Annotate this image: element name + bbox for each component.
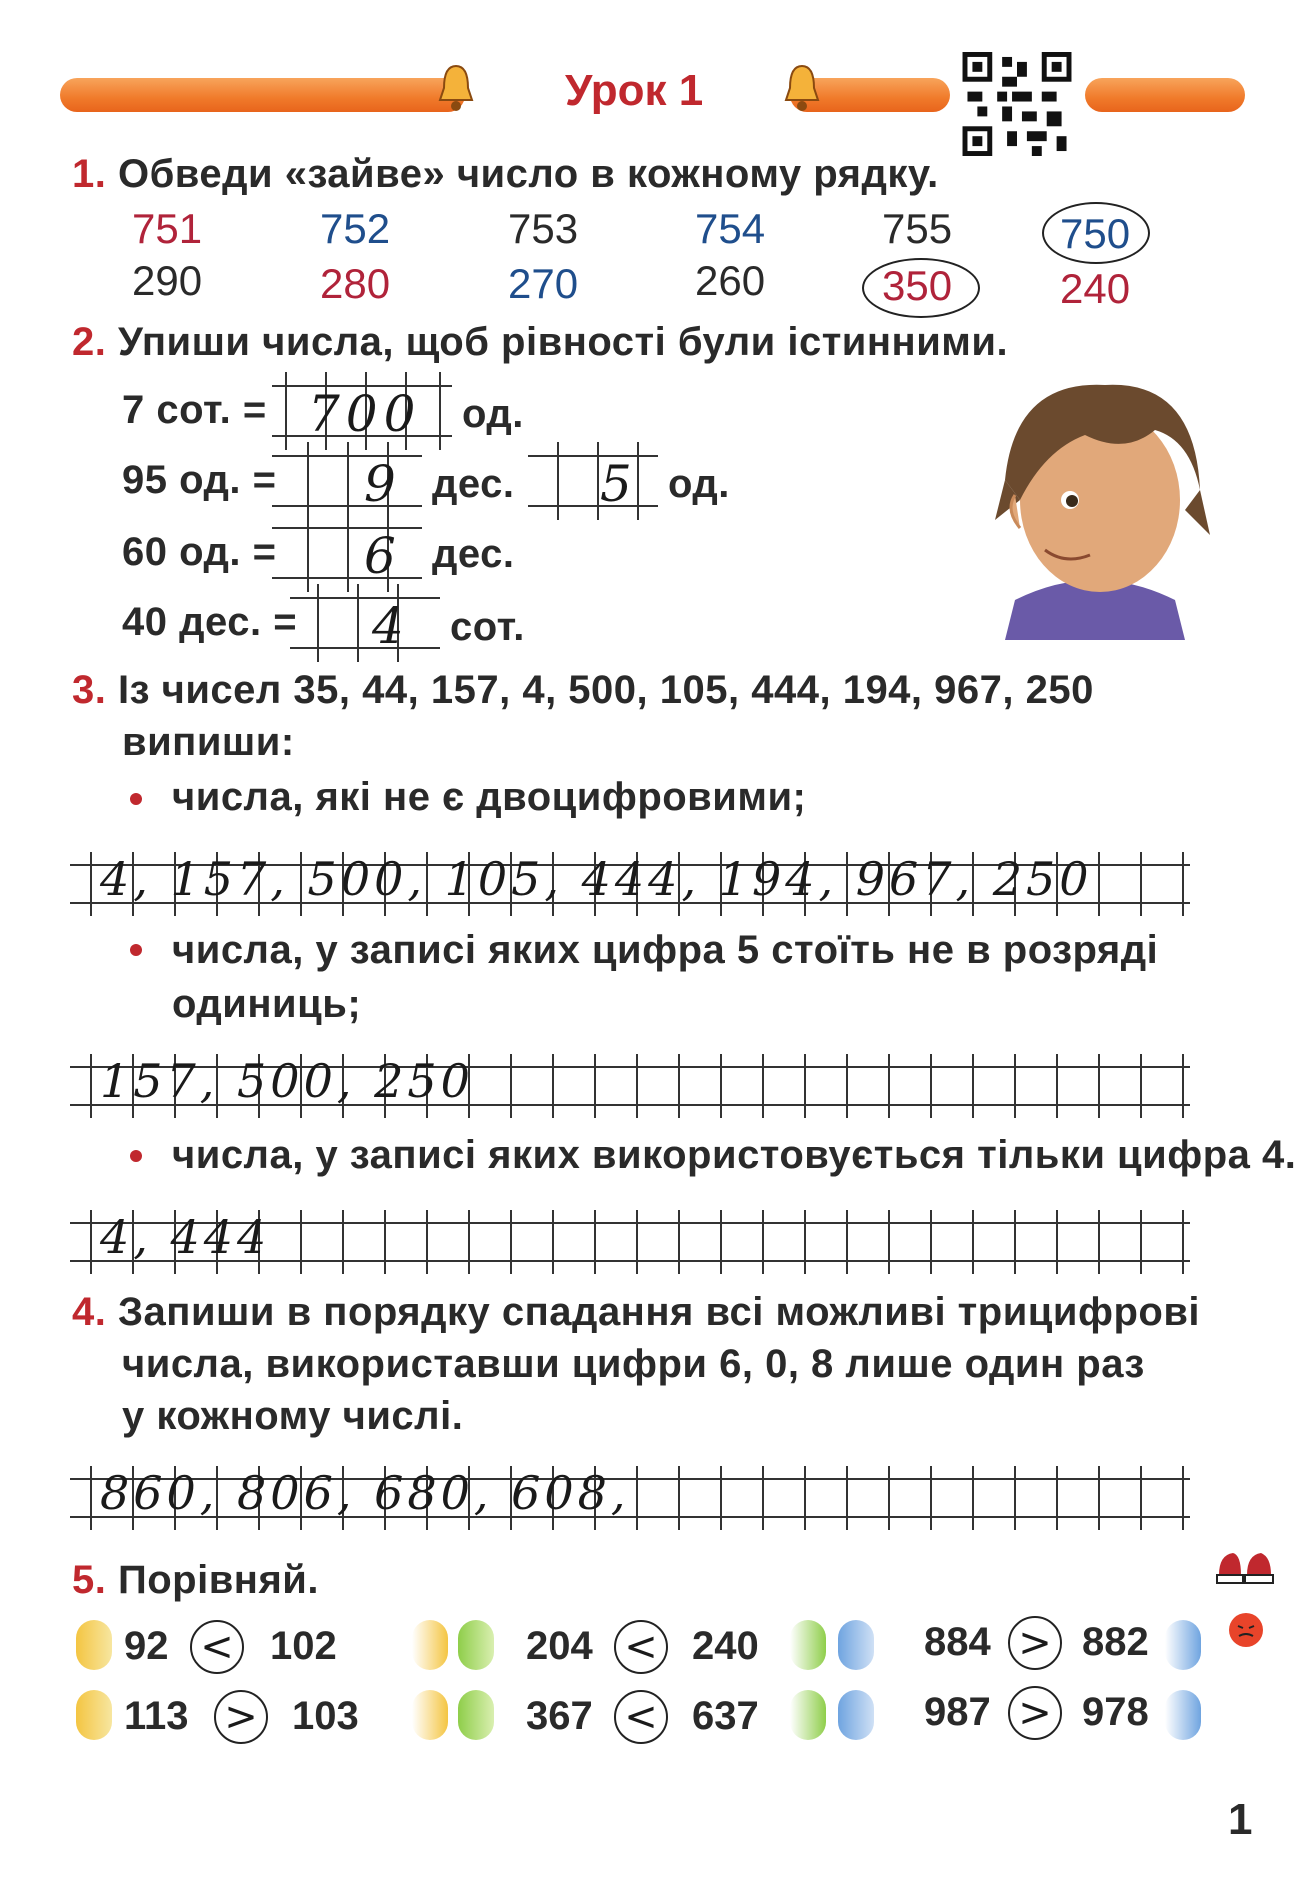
- number-item: 280: [320, 260, 391, 307]
- grid-vertical-line: [510, 1210, 512, 1274]
- grid-vertical-line: [510, 1054, 512, 1118]
- equation-left: 40 дес. =: [122, 600, 298, 644]
- grid-vertical-line: [1056, 1210, 1058, 1274]
- grid-vertical-line: [972, 1210, 974, 1274]
- grid-vertical-line: [1098, 1210, 1100, 1274]
- header-bar-left: [60, 78, 465, 112]
- grid-vertical-line: [1014, 1466, 1016, 1530]
- color-marker: [412, 1690, 448, 1740]
- handwritten-answer: 157, 500, 250: [100, 1054, 474, 1108]
- grid-vertical-line: [1014, 1210, 1016, 1274]
- number-item: 751: [132, 205, 203, 252]
- task-number: 3.: [72, 668, 107, 712]
- number-item: 270: [508, 260, 579, 307]
- page-number: 1: [1228, 1795, 1253, 1844]
- task-text: Обведи «зайве» число в кожному рядку.: [117, 152, 939, 196]
- color-marker: [1165, 1690, 1201, 1740]
- grid-vertical-line: [426, 1210, 428, 1274]
- number-item: 260: [695, 257, 766, 304]
- grid-vertical-line: [552, 1210, 554, 1274]
- equation-unit: дес.: [432, 532, 515, 576]
- grid-vertical-line: [720, 1466, 722, 1530]
- grid-vertical-line: [888, 1054, 890, 1118]
- grid-vertical-line: [552, 1054, 554, 1118]
- grid-vertical-line: [1056, 1054, 1058, 1118]
- compare-sign: >: [1008, 1616, 1062, 1670]
- task4-instruction-line3: у кожному числі.: [122, 1394, 464, 1438]
- task-text: Запиши в порядку спадання всі можливі трицифрові: [117, 1290, 1201, 1334]
- compare-left: 884: [924, 1620, 991, 1664]
- grid-vertical-line: [1056, 1466, 1058, 1530]
- color-marker: [76, 1690, 112, 1740]
- bullet-marker: [130, 1150, 142, 1162]
- handwritten-answer: 700: [308, 385, 422, 443]
- grid-vertical-line: [1098, 1466, 1100, 1530]
- equation-left: 60 од. =: [122, 530, 277, 574]
- compare-sign: >: [214, 1690, 268, 1744]
- grid-vertical-line: [678, 1210, 680, 1274]
- task2-instruction: [72, 320, 1008, 365]
- answer-grid: [272, 514, 422, 592]
- handwritten-answer: 5: [600, 455, 632, 513]
- handwritten-answer: 6: [364, 527, 396, 585]
- difficulty-shoes-icon: [1215, 1545, 1275, 1593]
- grid-vertical-line: [846, 1210, 848, 1274]
- bullet-text: числа, у записі яких цифра 5 стоїть не в розряді: [172, 928, 1159, 972]
- bullet-text: числа, які не є двоцифровими;: [172, 775, 807, 819]
- grid-vertical-line: [1182, 852, 1184, 916]
- grid-vertical-line: [90, 1466, 92, 1530]
- handwritten-answer: 4: [372, 597, 404, 655]
- handwritten-answer: 9: [364, 455, 396, 513]
- task3-instruction-line1: [72, 668, 1094, 713]
- grid-vertical-line: [1140, 1466, 1142, 1530]
- grid-vertical-line: [90, 1054, 92, 1118]
- equation-unit: од.: [668, 462, 730, 506]
- compare-right: 637: [692, 1694, 759, 1738]
- equation-unit: од.: [462, 392, 524, 436]
- compare-right: 103: [292, 1694, 359, 1738]
- number-item: 752: [320, 205, 391, 252]
- grid-vertical-line: [90, 1210, 92, 1274]
- equation-left: 7 сот. =: [122, 388, 267, 432]
- grid-vertical-line: [594, 1054, 596, 1118]
- number-item: 290: [132, 257, 203, 304]
- compare-left: 92: [124, 1624, 169, 1668]
- color-marker: [790, 1620, 826, 1670]
- grid-vertical-line: [1140, 1054, 1142, 1118]
- color-marker: [838, 1620, 874, 1670]
- bell-icon: [782, 62, 822, 114]
- grid-vertical-line: [1098, 1054, 1100, 1118]
- grid-vertical-line: [636, 1054, 638, 1118]
- header-bar-far-right: [1085, 78, 1245, 112]
- color-marker: [412, 1620, 448, 1670]
- bell-icon: [436, 62, 476, 114]
- compare-sign: <: [190, 1620, 244, 1674]
- task-number: 1.: [72, 152, 107, 196]
- grid-vertical-line: [1182, 1054, 1184, 1118]
- number-item: 750: [1060, 210, 1131, 257]
- compare-sign: <: [614, 1690, 668, 1744]
- grid-vertical-line: [888, 1466, 890, 1530]
- answer-grid: [290, 584, 440, 662]
- equation-unit: дес.: [432, 462, 515, 506]
- color-marker: [458, 1690, 494, 1740]
- grid-vertical-line: [636, 1210, 638, 1274]
- grid-vertical-line: [804, 1466, 806, 1530]
- handwritten-answer: 860, 806, 680, 608,: [100, 1466, 630, 1520]
- compare-left: 113: [124, 1694, 189, 1738]
- grid-vertical-line: [636, 1466, 638, 1530]
- grid-vertical-line: [846, 1054, 848, 1118]
- bullet-text: одиниць;: [172, 982, 362, 1026]
- number-item: 755: [882, 205, 953, 252]
- compare-right: 978: [1082, 1690, 1149, 1734]
- task5-instruction: [72, 1558, 319, 1603]
- grid-vertical-line: [384, 1210, 386, 1274]
- color-marker: [76, 1620, 112, 1670]
- grid-vertical-line: [678, 1466, 680, 1530]
- number-item: 754: [695, 205, 766, 252]
- grid-vertical-line: [930, 1054, 932, 1118]
- grid-vertical-line: [300, 1210, 302, 1274]
- grid-vertical-line: [468, 1210, 470, 1274]
- color-marker: [1165, 1620, 1201, 1670]
- task-text: Порівняй.: [117, 1558, 320, 1602]
- grid-vertical-line: [1140, 1210, 1142, 1274]
- grid-vertical-line: [678, 1054, 680, 1118]
- grid-vertical-line: [888, 1210, 890, 1274]
- grid-vertical-line: [846, 1466, 848, 1530]
- handwritten-answer: 4, 444: [100, 1210, 271, 1264]
- compare-right: 102: [270, 1624, 337, 1668]
- grid-vertical-line: [720, 1210, 722, 1274]
- compare-left: 987: [924, 1690, 991, 1734]
- task-number: 5.: [72, 1558, 107, 1602]
- answer-grid: [528, 442, 658, 520]
- task3-instruction-line2: випиши:: [122, 720, 295, 764]
- task4-instruction-line1: [72, 1290, 1200, 1335]
- grid-vertical-line: [762, 1466, 764, 1530]
- answer-grid: [272, 442, 422, 520]
- equation-unit: сот.: [450, 605, 525, 649]
- number-item: 753: [508, 205, 579, 252]
- lesson-title: Урок 1: [565, 66, 704, 115]
- color-marker: [790, 1690, 826, 1740]
- task1-instruction: [72, 152, 939, 197]
- task-number: 4.: [72, 1290, 107, 1334]
- compare-left: 204: [526, 1624, 593, 1668]
- bullet-text: числа, у записі яких використовується тільки цифра 4.: [172, 1133, 1297, 1177]
- bullet-marker: [130, 944, 142, 956]
- equation-left: 95 од. =: [122, 458, 277, 502]
- grid-vertical-line: [972, 1466, 974, 1530]
- task-text: Із чисел 35, 44, 157, 4, 500, 105, 444, 194, 967, 250: [117, 668, 1094, 712]
- grid-vertical-line: [342, 1210, 344, 1274]
- compare-sign: >: [1008, 1686, 1062, 1740]
- task-text: Упиши числа, щоб рівності були істинними.: [117, 320, 1009, 364]
- circled-answer: [862, 258, 980, 318]
- face-icon: [1226, 1610, 1266, 1650]
- grid-vertical-line: [1098, 852, 1100, 916]
- grid-vertical-line: [762, 1210, 764, 1274]
- task-number: 2.: [72, 320, 107, 364]
- number-item: 350: [882, 262, 953, 309]
- grid-vertical-line: [804, 1210, 806, 1274]
- grid-vertical-line: [720, 1054, 722, 1118]
- grid-vertical-line: [1140, 852, 1142, 916]
- grid-vertical-line: [90, 852, 92, 916]
- color-marker: [838, 1690, 874, 1740]
- handwritten-answer: 4, 157, 500, 105, 444, 194, 967, 250: [100, 852, 1093, 906]
- compare-left: 367: [526, 1694, 593, 1738]
- grid-vertical-line: [762, 1054, 764, 1118]
- task4-instruction-line2: числа, використавши цифри 6, 0, 8 лише один раз: [122, 1342, 1145, 1386]
- compare-sign: <: [614, 1620, 668, 1674]
- compare-right: 882: [1082, 1620, 1149, 1664]
- qr-code-icon[interactable]: [962, 52, 1072, 156]
- grid-vertical-line: [1182, 1210, 1184, 1274]
- bullet-marker: [130, 793, 142, 805]
- compare-right: 240: [692, 1624, 759, 1668]
- color-marker: [458, 1620, 494, 1670]
- grid-vertical-line: [1182, 1466, 1184, 1530]
- boy-illustration: [975, 360, 1215, 640]
- grid-vertical-line: [804, 1054, 806, 1118]
- grid-vertical-line: [972, 1054, 974, 1118]
- circled-answer: [1042, 202, 1150, 264]
- number-item: 240: [1060, 265, 1131, 312]
- grid-vertical-line: [930, 1466, 932, 1530]
- grid-vertical-line: [1014, 1054, 1016, 1118]
- grid-vertical-line: [594, 1210, 596, 1274]
- grid-vertical-line: [930, 1210, 932, 1274]
